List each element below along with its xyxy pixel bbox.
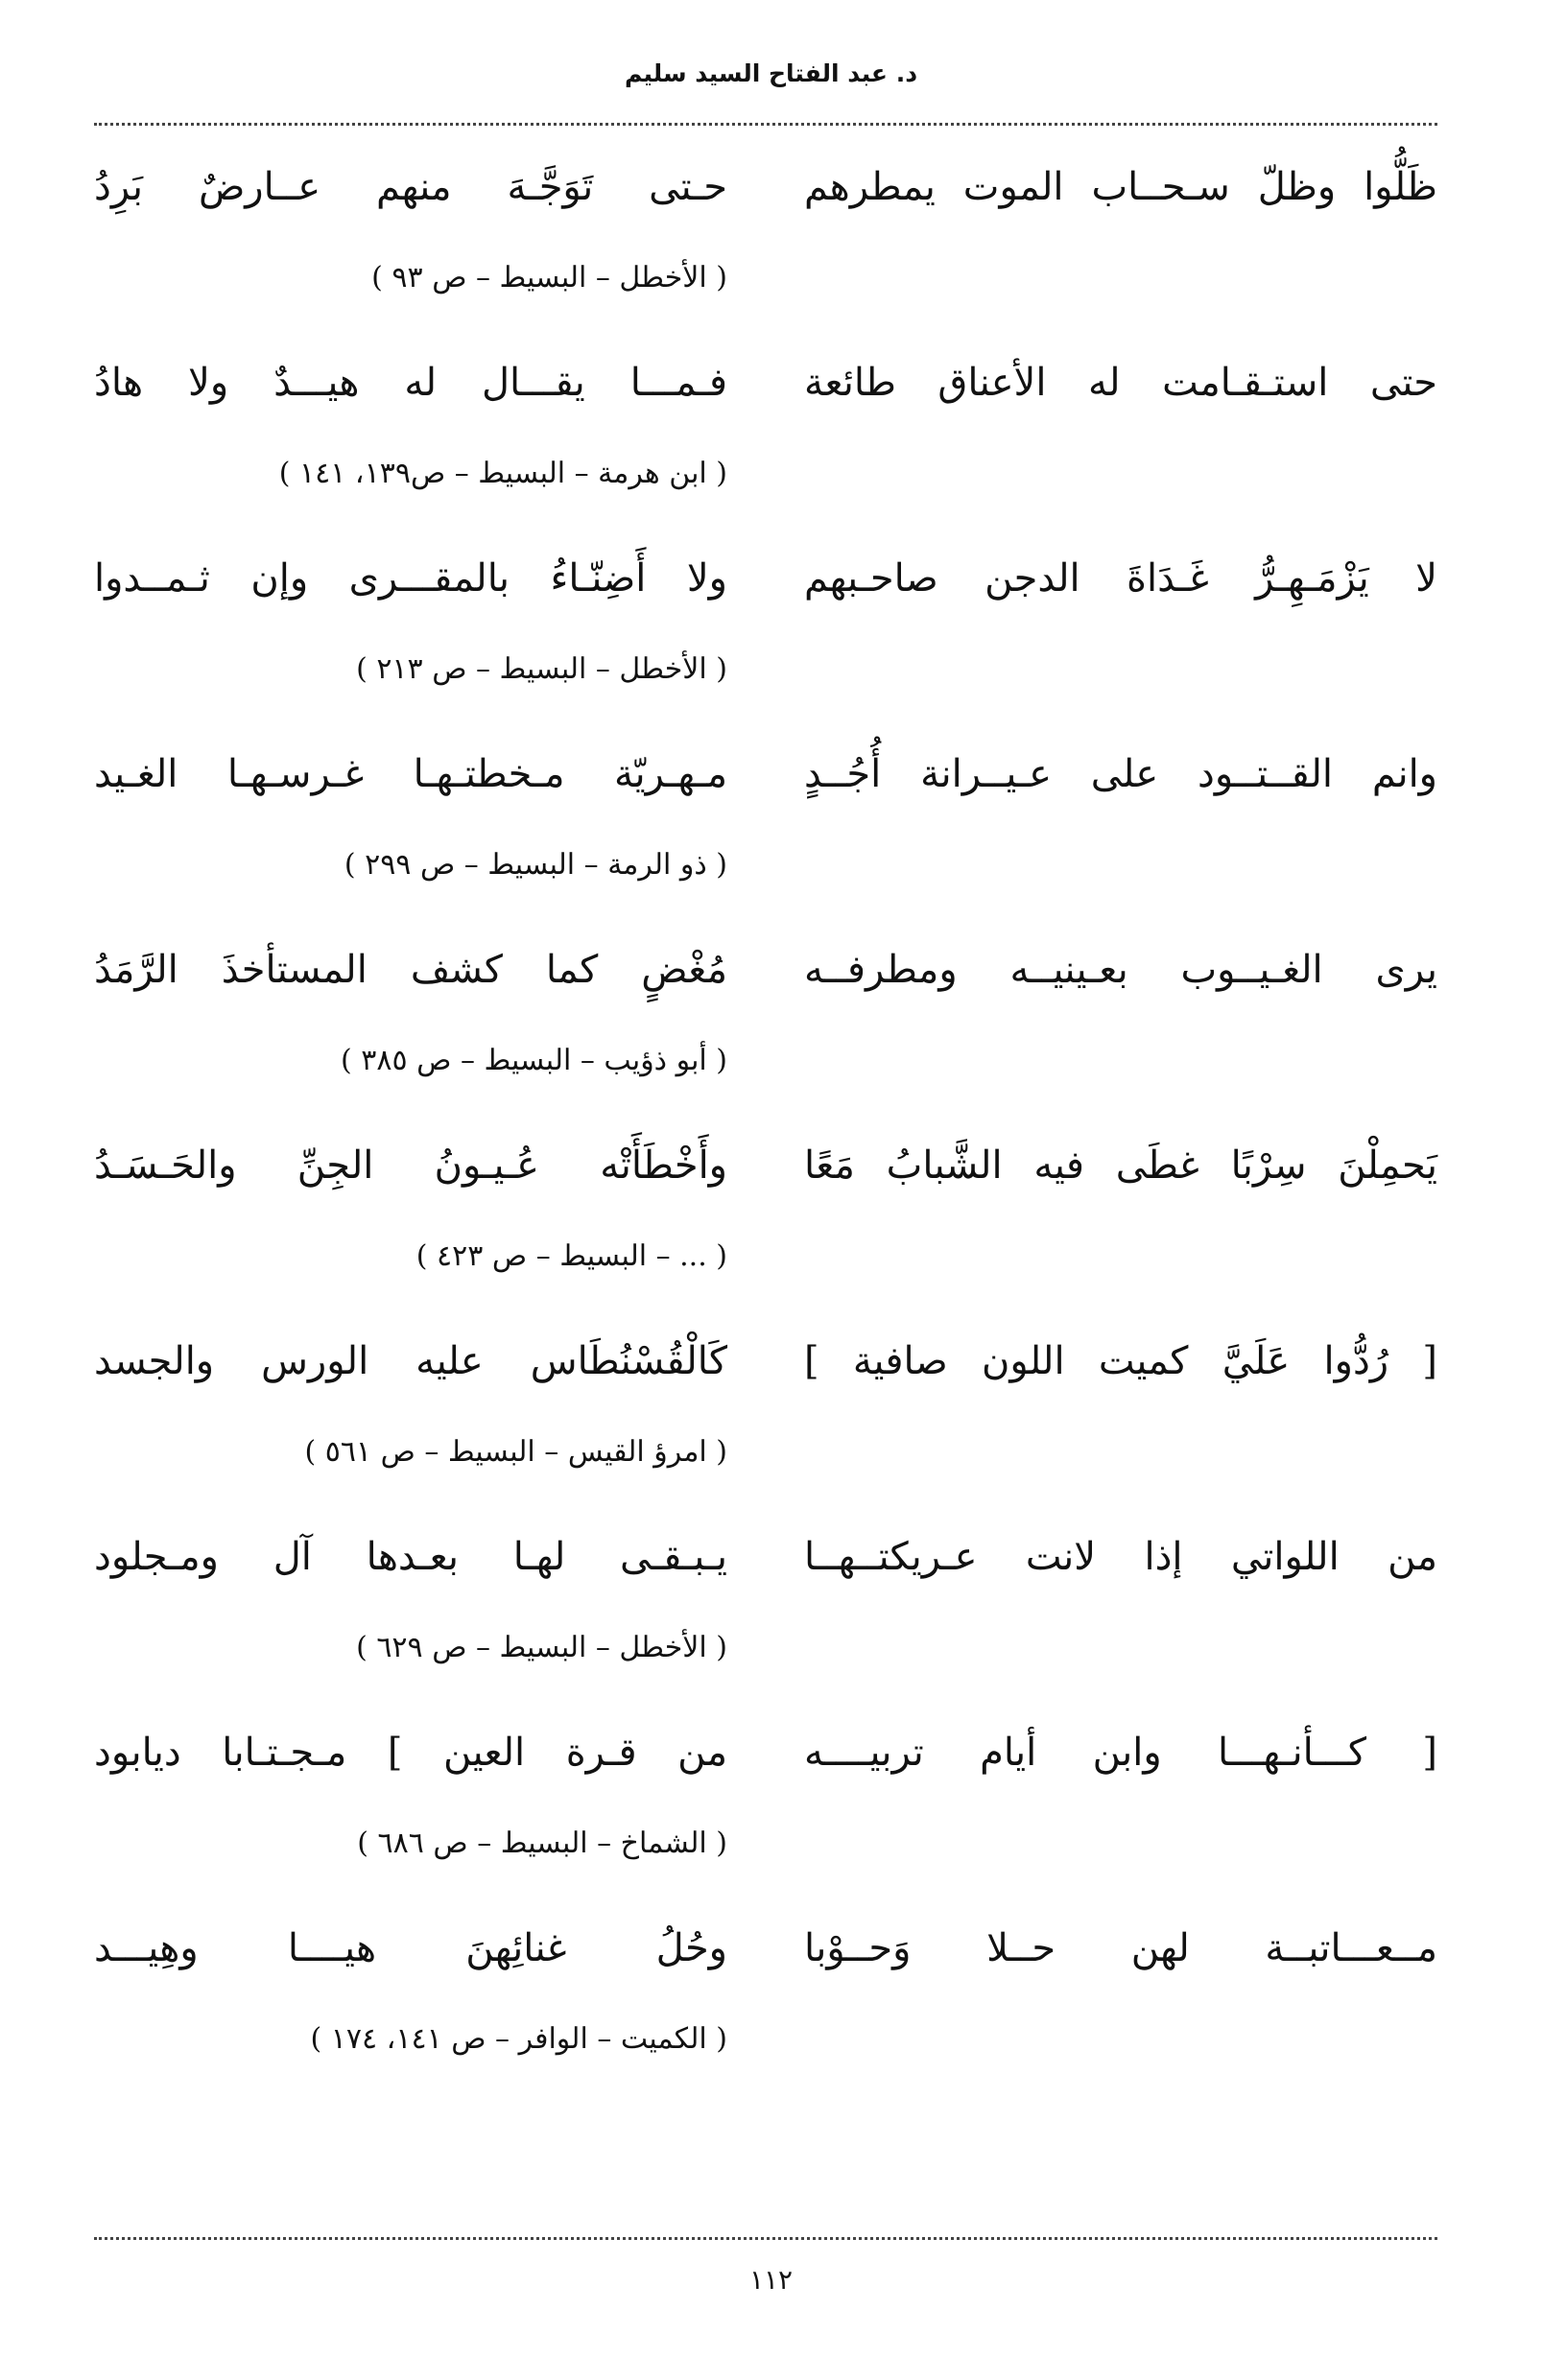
header-divider: [94, 123, 1437, 126]
first-hemistich: مــعـــاتبــة لهن حــلا وَحــوْبا: [804, 1926, 1437, 1970]
verse-citation: ( ... – البسيط – ص ٤٢٣ ): [415, 1239, 727, 1273]
verse-entry: [94, 1719, 1437, 1915]
verse-citation: ( ابن هرمة – البسيط – ص١٣٩، ١٤١ ): [278, 457, 727, 490]
second-hemistich: ولا أَضِنّـاءُ بالمقـــرى وإن ثـمــدوا: [94, 556, 727, 601]
first-hemistich: [ كـــأنـهـــا وابن أيام تربيــــه: [804, 1731, 1437, 1775]
verse-citation: ( الكميت – الوافر – ص ١٤١، ١٧٤ ): [310, 2022, 727, 2056]
first-hemistich: من اللواتي إذا لانت عـريكتــهــا: [804, 1535, 1437, 1579]
verse-entry: [94, 1328, 1437, 1523]
first-hemistich: وانم القــتــود على عـيــرانة أُجُــدٍ: [804, 752, 1437, 796]
verse-line: [94, 545, 1437, 612]
second-hemistich: حـتى تَوَجَّـهَ منهم عــارضٌ بَرِدُ: [94, 165, 727, 209]
verse-citation: ( الأخطل – البسيط – ص ٢١٣ ): [356, 652, 727, 686]
verse-entry: [94, 349, 1437, 545]
verse-citation: ( الأخطل – البسيط – ص ٦٢٩ ): [356, 1631, 727, 1664]
verse-entry: [94, 1132, 1437, 1328]
verse-line: [94, 1328, 1437, 1395]
verse-citation: ( الأخطل – البسيط – ص ٩٣ ): [371, 261, 727, 295]
verse-citation: ( أبو ذؤيب – البسيط – ص ٣٨٥ ): [341, 1044, 727, 1077]
first-hemistich: لا يَزْمَـهِـرُّ غَـدَاةَ الدجن صاحـبهم: [804, 556, 1437, 601]
verse-citation: ( الشماخ – البسيط – ص ٦٨٦ ): [357, 1826, 727, 1860]
first-hemistich: يَحمِلْنَ سِرْبًا غطَى فيه الشَّبابُ مَعًا: [804, 1143, 1437, 1188]
second-hemistich: وأَخْطَأَتْه عُـيـونُ الجِنِّ والحَـسَـدُ: [94, 1143, 727, 1188]
second-hemistich: من قـرة العين ] مـجـتـابا ديابود: [94, 1731, 727, 1775]
verse-citation: ( ذو الرمة – البسيط – ص ٢٩٩ ): [344, 848, 727, 882]
second-hemistich: مُغْضٍ كما كشف المستأخذَ الرَّمَدُ: [94, 948, 727, 992]
verse-entry: [94, 741, 1437, 936]
verse-line: [94, 1523, 1437, 1591]
first-hemistich: ظَلُّوا وظلّ سـحــاب الموت يمطرهم: [804, 165, 1437, 209]
verse-line: [94, 349, 1437, 416]
second-hemistich: كَالْقُسْنُطَاس عليه الورس والجسد: [94, 1339, 727, 1383]
verse-entry: [94, 545, 1437, 741]
verse-entry: [94, 153, 1437, 349]
verse-entry: [94, 1915, 1437, 2110]
first-hemistich: يرى الغـيــوب بعـينيــه ومطرفــه: [804, 948, 1437, 992]
footer-divider: [94, 2237, 1437, 2240]
second-hemistich: وحُلُ غنائِهنَ هيــــا وهِيـــد: [94, 1926, 727, 1970]
first-hemistich: [ رُدُّوا عَلَيَّ كميت اللون صافية ]: [804, 1339, 1437, 1383]
verse-line: [94, 1915, 1437, 1982]
second-hemistich: مـهـريّة مـخطتـهـا غـرسـهـا الغـيد: [94, 752, 727, 796]
verse-line: [94, 153, 1437, 221]
verse-line: [94, 1132, 1437, 1199]
verse-entry: [94, 1523, 1437, 1719]
verse-entry: [94, 936, 1437, 1132]
verse-line: [94, 936, 1437, 1003]
page-number: ١١٢: [748, 2264, 794, 2296]
second-hemistich: يـبـقـى لهـا بعـدها آل ومـجلود: [94, 1535, 727, 1579]
verse-line: [94, 741, 1437, 808]
verse-line: [94, 1719, 1437, 1786]
first-hemistich: حتى استـقـامت له الأعناق طائعة: [804, 361, 1437, 405]
verse-citation: ( امرؤ القيس – البسيط – ص ٥٦١ ): [304, 1435, 727, 1469]
verse-list: [94, 153, 1437, 2110]
running-header: د. عبد الفتاح السيد سليم: [624, 59, 918, 87]
second-hemistich: فـمـــا يقـــال له هيـــدٌ ولا هادُ: [94, 361, 727, 405]
